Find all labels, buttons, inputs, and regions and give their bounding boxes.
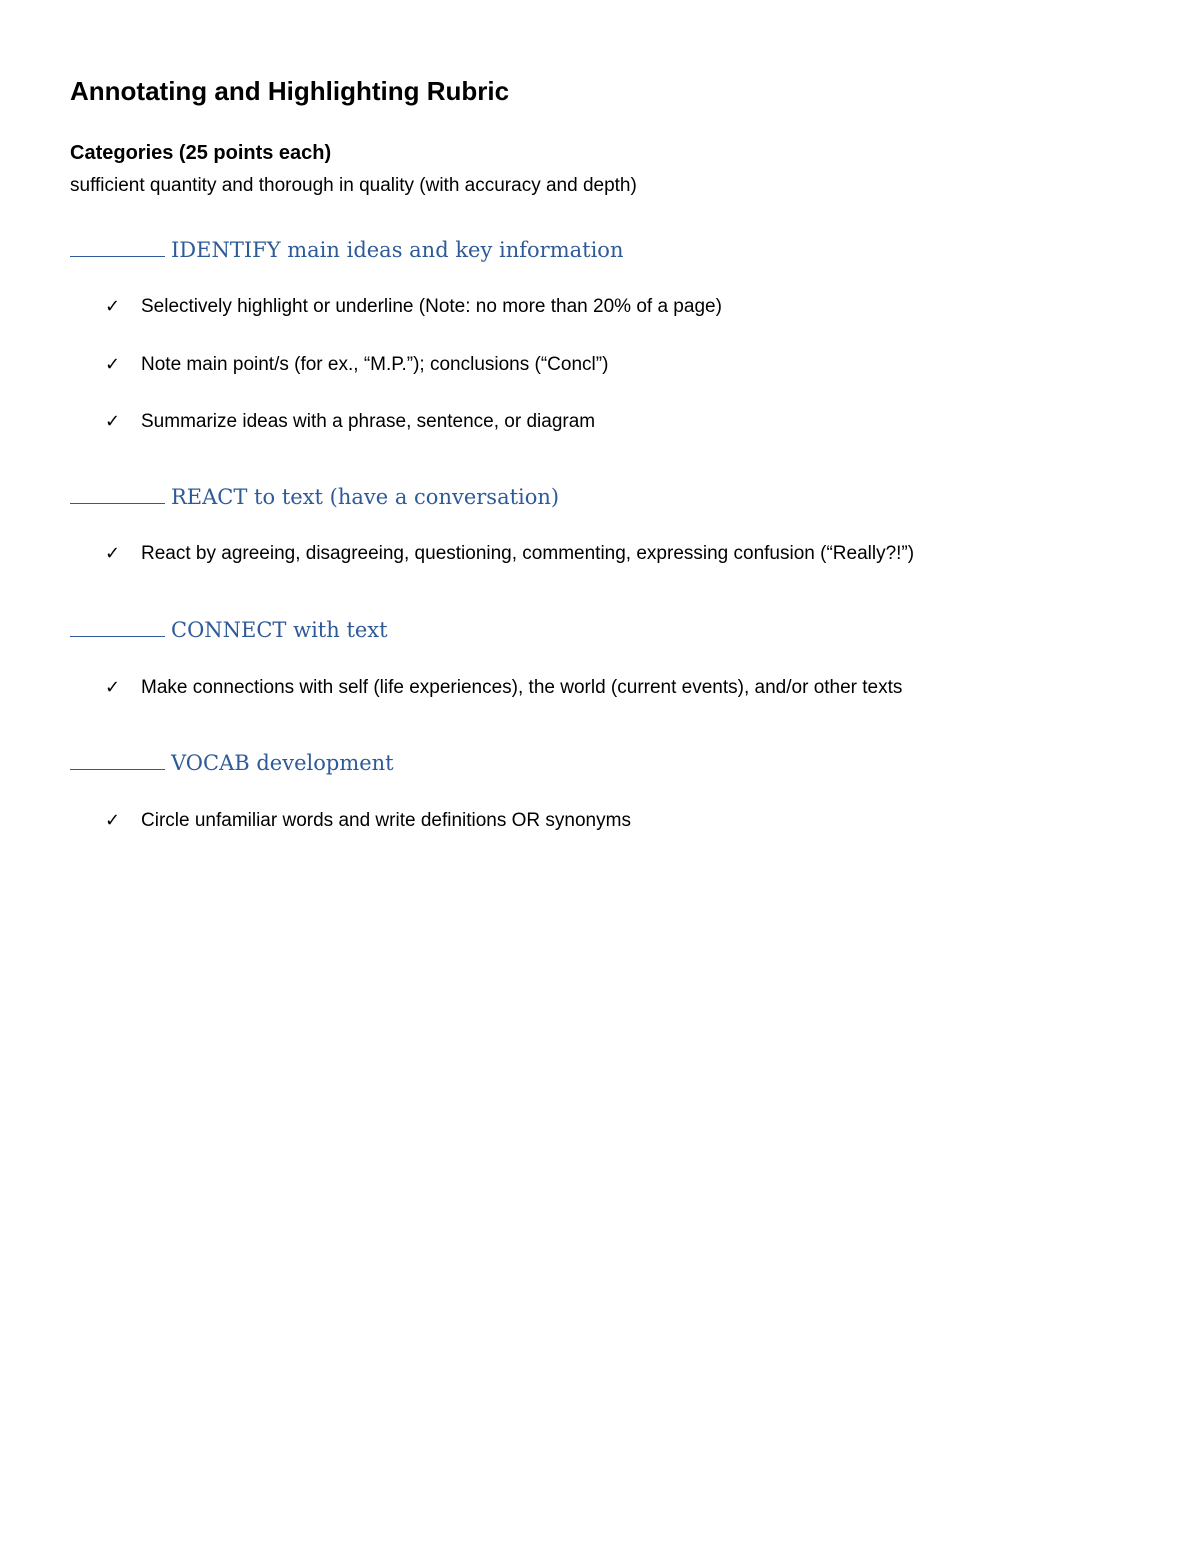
section-title: IDENTIFY main ideas and key information (171, 238, 624, 262)
check-icon: ✓ (105, 677, 121, 698)
check-icon: ✓ (105, 810, 121, 831)
section-title: REACT to text (have a conversation) (171, 485, 560, 509)
criterion-item (105, 807, 631, 835)
score-blank (70, 481, 165, 504)
criterion-item (105, 540, 914, 568)
criterion-item (105, 408, 595, 436)
section-title: CONNECT with text (171, 618, 388, 642)
section-heading-vocab (70, 747, 394, 778)
criterion-text: Summarize ideas with a phrase, sentence, or diagram (141, 411, 596, 432)
score-blank (70, 614, 165, 637)
criterion-text: React by agreeing, disagreeing, questioning, commenting, expressing confusion (“Really?!”) (141, 543, 915, 564)
criterion-text: Make connections with self (life experiences), the world (current events), and/or other texts (141, 677, 903, 698)
section-title: VOCAB development (171, 751, 394, 775)
score-blank (70, 234, 165, 257)
check-icon: ✓ (105, 411, 121, 432)
categories-subtitle: sufficient quantity and thorough in quality (with accuracy and depth) (70, 175, 637, 196)
categories-heading: Categories (25 points each) (70, 142, 332, 164)
section-heading-identify (70, 234, 623, 265)
score-blank (70, 747, 165, 770)
document-title: Annotating and Highlighting Rubric (70, 76, 510, 106)
criterion-item (105, 351, 608, 379)
check-icon: ✓ (105, 354, 121, 375)
criterion-item (105, 293, 722, 321)
criterion-text: Selectively highlight or underline (Note: no more than 20% of a page) (141, 296, 722, 317)
section-heading-connect (70, 614, 388, 645)
criterion-item (105, 674, 902, 702)
criterion-text: Circle unfamiliar words and write definitions OR synonyms (141, 810, 631, 831)
check-icon: ✓ (105, 296, 121, 317)
check-icon: ✓ (105, 543, 121, 564)
criterion-text: Note main point/s (for ex., “M.P.”); conclusions (“Concl”) (141, 354, 609, 375)
section-heading-react (70, 481, 559, 512)
